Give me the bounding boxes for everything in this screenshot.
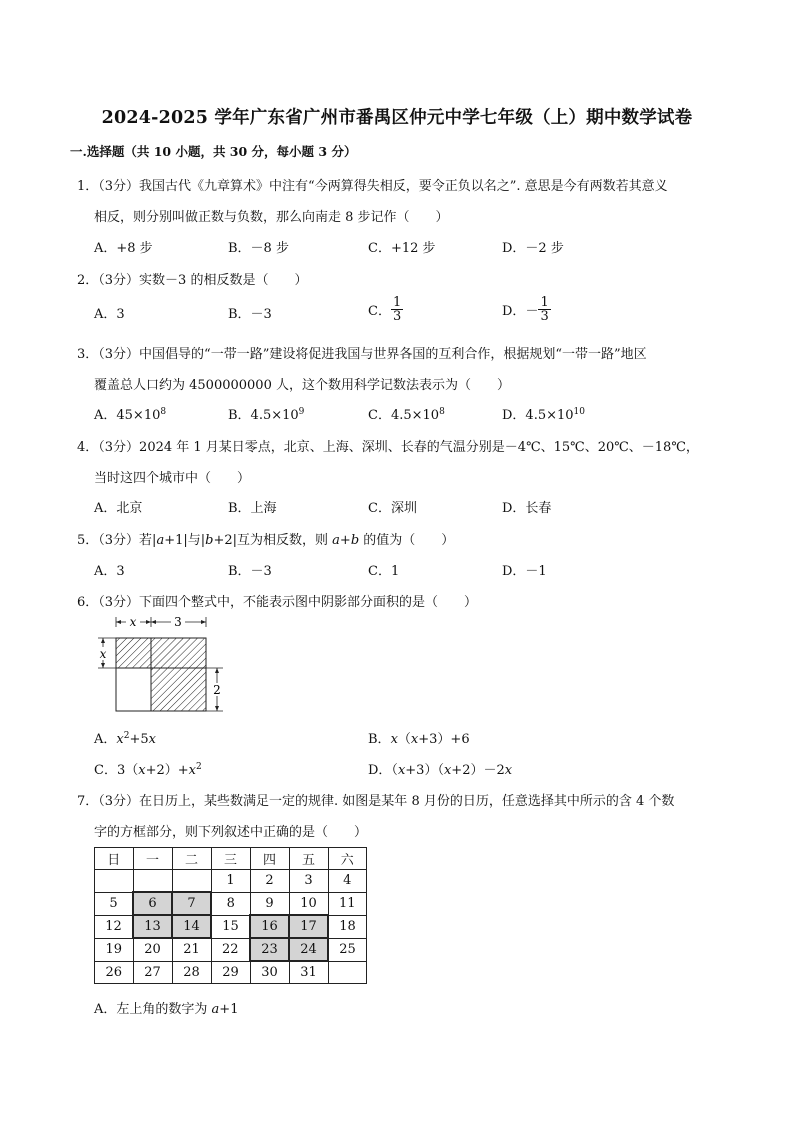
calendar-cell: 12 <box>95 915 134 938</box>
q3-option-d-base: D．4.5×10 <box>502 408 574 423</box>
q5-stem-part: +1|与| <box>164 533 206 548</box>
option-text: +3）+6 <box>418 732 470 747</box>
shaded-region-bottom-right <box>151 668 206 711</box>
page-title: 2024-2025 学年广东省广州市番禺区仲元中学七年级（上）期中数学试卷 <box>101 108 693 128</box>
calendar-cell: 26 <box>95 961 134 984</box>
calendar-row <box>95 938 367 961</box>
calendar-cell: 28 <box>172 961 211 984</box>
variable-x: x <box>188 763 196 778</box>
q6-area-figure <box>92 616 242 718</box>
q4-stem-line2: 当时这四个城市中（ ） <box>94 471 251 486</box>
q3-option-b <box>228 404 304 423</box>
variable-a: a <box>332 533 340 548</box>
q5-stem <box>77 529 454 548</box>
arrow-head <box>201 620 206 624</box>
q4-stem-line1: 4．（3分）2024 年 1 月某日零点，北京、上海、深圳、长春的气温分别是－4℃、15℃、20℃、－18℃， <box>77 440 699 455</box>
option-text: （ <box>397 732 411 747</box>
arrow-head <box>101 638 105 643</box>
variable-a: a <box>211 1002 220 1017</box>
q7-stem-line2: 字的方框部分，则下列叙述中正确的是（ ） <box>94 825 368 840</box>
q2-option-c-prefix: C． <box>368 304 391 319</box>
calendar-cell-highlighted: 17 <box>289 915 328 938</box>
q3-stem-line2: 覆盖总人口约为 4500000000 人，这个数用科学记数法表示为（ ） <box>94 378 510 393</box>
calendar-cell: 1 <box>211 870 250 893</box>
q4-option-a: A．北京 <box>94 501 143 516</box>
q7-stem-line1: 7．（3分）在日历上，某些数满足一定的规律. 如图是某年 8 月份的日历，任意选择其中所示的含 4 个数 <box>77 794 675 809</box>
calendar-header: 六 <box>328 848 367 870</box>
q3-option-d-exponent: 10 <box>573 407 585 417</box>
option-prefix: B． <box>368 732 391 747</box>
arrow-head <box>215 706 219 711</box>
option-text: +1 <box>219 1002 239 1017</box>
option-prefix: A． <box>94 732 117 747</box>
q6-stem: 6．（3分）下面四个整式中，不能表示图中阴影部分面积的是（ ） <box>77 595 478 610</box>
calendar-header: 日 <box>95 848 134 870</box>
q2-option-c <box>368 296 403 323</box>
dim-x-left: x <box>99 647 107 661</box>
q6-option-b <box>368 728 470 747</box>
q4-option-c: C．深圳 <box>368 501 417 516</box>
calendar-cell: 8 <box>211 892 250 915</box>
calendar-cell: 27 <box>133 961 172 984</box>
option-text: +2）－2 <box>451 763 505 778</box>
q3-option-c-base: C．4.5×10 <box>368 408 440 423</box>
calendar-header: 三 <box>211 848 250 870</box>
calendar-header: 一 <box>133 848 172 870</box>
q1-option-c: C．+12 步 <box>368 241 436 256</box>
variable-b: b <box>350 533 360 548</box>
q6-option-c <box>94 759 202 778</box>
calendar-row <box>95 961 367 984</box>
calendar-cell-highlighted: 14 <box>172 915 211 938</box>
variable-x: x <box>148 732 156 747</box>
q3-stem-line1: 3．（3分）中国倡导的“一带一路”建设将促进我国与世界各国的互利合作，根据规划“一带一路”地区 <box>77 347 647 362</box>
calendar-cell: 30 <box>250 961 289 984</box>
q5-stem-part: 的值为（ ） <box>359 533 455 548</box>
dim-2: 2 <box>213 683 221 697</box>
q4-option-d: D．长春 <box>502 501 552 516</box>
q2-option-b: B．－3 <box>228 307 272 322</box>
arrow-head <box>146 620 151 624</box>
variable-x: x <box>410 732 419 747</box>
calendar-cell <box>328 961 367 984</box>
calendar-cell-highlighted: 13 <box>133 915 172 938</box>
calendar-cell <box>133 870 172 893</box>
calendar-cell: 21 <box>172 938 211 961</box>
q1-stem-line1: 1．（3分）我国古代《九章算术》中注有“今两算得失相反，要令正负以名之”. 意思是今有两数若其意义 <box>77 179 668 194</box>
arrow-head <box>101 663 105 668</box>
calendar-header-row <box>95 848 367 870</box>
calendar-cell: 22 <box>211 938 250 961</box>
variable-x: x <box>443 763 452 778</box>
variable-a: a <box>156 533 165 548</box>
fraction-denominator: 3 <box>392 309 402 324</box>
calendar-header: 二 <box>172 848 211 870</box>
q6-option-a <box>94 728 156 747</box>
option-text: +5 <box>129 732 149 747</box>
q3-option-c-exponent: 8 <box>439 407 445 417</box>
q5-stem-part: +2|互为相反数，则 <box>213 533 333 548</box>
q5-option-a: A．3 <box>94 564 125 579</box>
q2-option-c-fraction <box>391 296 403 323</box>
calendar-row <box>95 915 367 938</box>
q6-option-d <box>368 759 512 778</box>
q3-option-b-exponent: 9 <box>298 407 305 417</box>
calendar-cell: 20 <box>133 938 172 961</box>
calendar-cell: 3 <box>289 870 328 893</box>
q3-option-a-exponent: 8 <box>160 407 167 417</box>
dim-3: 3 <box>174 616 182 629</box>
calendar-cell: 2 <box>250 870 289 893</box>
option-text: +2）+ <box>145 763 189 778</box>
calendar-cell: 18 <box>328 915 367 938</box>
q1-option-d: D．－2 步 <box>502 241 564 256</box>
shaded-region-top-right <box>151 638 206 668</box>
variable-x: x <box>504 763 513 778</box>
arrow-head <box>215 668 219 673</box>
calendar-cell <box>172 870 211 893</box>
calendar-cell: 11 <box>328 892 367 915</box>
calendar-cell <box>95 870 134 893</box>
calendar-cell: 9 <box>250 892 289 915</box>
calendar-header: 五 <box>289 848 328 870</box>
option-prefix: C．3（ <box>94 763 139 778</box>
variable-x: x <box>116 732 124 747</box>
q3-option-a-base: A．45×10 <box>94 408 161 423</box>
q7-option-a <box>94 998 238 1017</box>
q3-option-b-base: B．4.5×10 <box>228 408 299 423</box>
exponent: 2 <box>123 731 130 741</box>
variable-x: x <box>138 763 146 778</box>
fraction-numerator: 1 <box>540 295 549 310</box>
calendar-cell: 4 <box>328 870 367 893</box>
calendar-cell-highlighted: 16 <box>250 915 289 938</box>
calendar-cell-highlighted: 23 <box>250 938 289 961</box>
option-text: +3）（ <box>405 763 444 778</box>
option-prefix: D．（ <box>368 763 398 778</box>
calendar-cell: 5 <box>95 892 134 915</box>
q1-stem-line2: 相反，则分别叫做正数与负数，那么向南走 8 步记作（ ） <box>94 210 449 225</box>
q1-option-a: A．+8 步 <box>94 241 153 256</box>
q2-option-a: A．3 <box>94 307 125 322</box>
calendar-cell: 29 <box>211 961 250 984</box>
q1-option-b: B．－8 步 <box>228 241 289 256</box>
q4-option-b: B．上海 <box>228 501 277 516</box>
variable-x: x <box>397 763 406 778</box>
q5-stem-part: + <box>339 533 351 548</box>
fraction-numerator: 1 <box>392 295 402 310</box>
arrow-head <box>151 620 156 624</box>
calendar-table <box>94 847 367 984</box>
calendar-cell: 25 <box>328 938 367 961</box>
shaded-region-top-left <box>116 638 151 668</box>
arrow-head <box>116 620 121 624</box>
calendar-cell: 19 <box>95 938 134 961</box>
section-heading: 一.选择题（共 10 小题，共 30 分，每小题 3 分） <box>70 144 357 159</box>
q5-option-c: C．1 <box>368 564 400 579</box>
variable-x: x <box>390 732 398 747</box>
q2-option-d <box>502 296 551 323</box>
calendar-cell-highlighted: 6 <box>133 892 172 915</box>
calendar-row <box>95 870 367 893</box>
blank-region <box>116 668 151 711</box>
calendar-row <box>95 892 367 915</box>
calendar-cell: 15 <box>211 915 250 938</box>
fraction-denominator: 3 <box>540 309 549 324</box>
q5-option-d: D．－1 <box>502 564 547 579</box>
calendar-cell-highlighted: 7 <box>172 892 211 915</box>
q2-option-d-prefix: D． <box>502 304 526 319</box>
calendar-cell-highlighted: 24 <box>289 938 328 961</box>
q3-option-c <box>368 404 445 423</box>
dim-x-top: x <box>129 616 137 629</box>
q3-option-d <box>502 404 585 423</box>
q3-option-a <box>94 404 166 423</box>
calendar-header: 四 <box>250 848 289 870</box>
calendar-cell: 10 <box>289 892 328 915</box>
q2-stem: 2．（3分）实数－3 的相反数是（ ） <box>77 273 308 288</box>
variable-b: b <box>205 533 214 548</box>
calendar-cell: 31 <box>289 961 328 984</box>
minus-sign: － <box>525 304 539 319</box>
q5-option-b: B．－3 <box>228 564 272 579</box>
q2-option-d-fraction <box>538 296 550 323</box>
exponent: 2 <box>195 762 202 772</box>
option-prefix: A．左上角的数字为 <box>94 1002 212 1017</box>
q5-stem-part: 5．（3分）若| <box>77 533 157 548</box>
